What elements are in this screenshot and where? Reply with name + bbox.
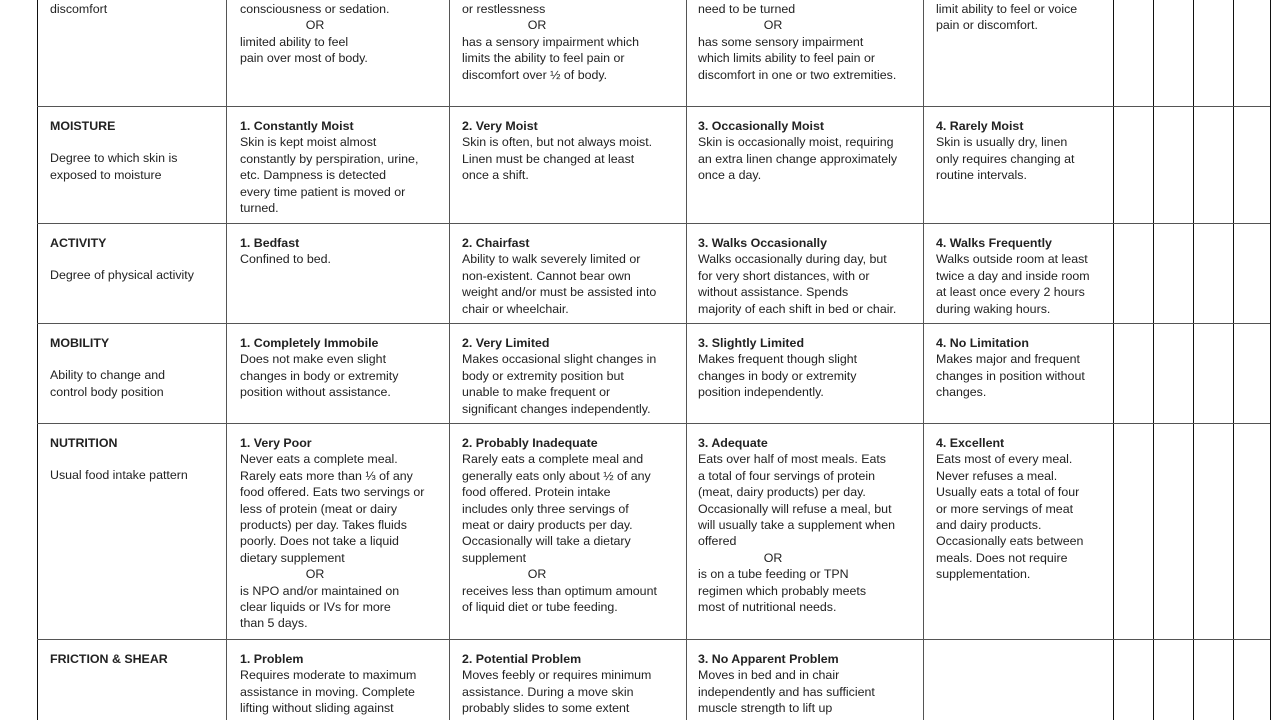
score-text-line: Moves feebly or requires minimum (462, 668, 652, 683)
score-title: 2. Very Moist (462, 119, 538, 133)
description-line: exposed to moisture (50, 167, 162, 182)
score-cell-friction-3 (698, 651, 875, 717)
score-title: 1. Very Poor (240, 436, 312, 450)
score-text-line: Eats over half of most meals. Eats (698, 452, 887, 467)
score-title: 3. Adequate (698, 436, 768, 450)
score-text-line: at least once every 2 hours (936, 285, 1085, 300)
score-text-line: probably slides to some extent (462, 701, 630, 716)
category-description (50, 150, 177, 183)
score-text-line: Walks occasionally during day, but (698, 252, 887, 267)
score-text-line: which limits ability to feel pain or (698, 51, 875, 66)
score-text-line: routine intervals. (936, 168, 1027, 183)
score-text-line: once a day. (698, 168, 762, 183)
score-text-line: Usually eats a total of four (936, 485, 1080, 500)
score-text-line: changes. (936, 385, 987, 400)
score-text-line: changes in position without (936, 368, 1085, 383)
score-text-line: products) per day. Takes fluids (240, 518, 407, 533)
table-border-left (37, 0, 38, 720)
score-text-line: supplementation. (936, 567, 1031, 582)
category-cell-friction (50, 651, 168, 683)
score-text-line: Never refuses a meal. (936, 468, 1058, 483)
score-title: 2. Chairfast (462, 236, 530, 250)
category-description (50, 1, 107, 17)
score-text-line: etc. Dampness is detected (240, 168, 387, 183)
score-text-line: non-existent. Cannot bear own (462, 268, 631, 283)
score-title: 2. Potential Problem (462, 652, 582, 666)
score-text-line: unable to make frequent or (462, 385, 611, 400)
category-cell-activity (50, 235, 194, 284)
category-title: FRICTION & SHEAR (50, 652, 168, 666)
score-cell-mobility-4 (936, 335, 1085, 401)
score-cell-activity-3 (698, 235, 896, 317)
column-divider (686, 0, 687, 720)
score-text-line: Rarely eats a complete meal and (462, 452, 644, 467)
score-text-line: Skin is usually dry, linen (936, 135, 1068, 150)
score-text-line: assistance in moving. Complete (240, 684, 415, 699)
score-text-line: and dairy products. (936, 518, 1042, 533)
category-description (50, 367, 165, 400)
score-text-line: limit ability to feel or voice (936, 2, 1078, 16)
score-cell-mobility-3 (698, 335, 857, 401)
score-text-line: than 5 days. (240, 616, 308, 631)
description-line: Ability to change and (50, 368, 166, 383)
score-text-line: (meat, dairy products) per day. (698, 485, 866, 500)
score-column-divider (1113, 0, 1114, 720)
score-text-line: once a shift. (462, 168, 529, 183)
score-text-line: has a sensory impairment which (462, 34, 639, 49)
row-divider (37, 106, 1270, 107)
score-text-line: changes in body or extremity (698, 368, 857, 383)
score-text-line: turned. (240, 201, 279, 216)
score-cell-nutrition-1 (240, 435, 424, 632)
description-line: Degree of physical activity (50, 268, 194, 283)
score-text-line: position independently. (698, 385, 824, 400)
score-text-line: Eats most of every meal. (936, 452, 1073, 467)
score-cell-activity-4 (936, 235, 1090, 317)
score-text-line: Occasionally will take a dietary (462, 534, 631, 549)
or-separator: OR (527, 18, 547, 33)
score-text-line: Skin is often, but not always moist. (462, 135, 653, 150)
score-text-line: Skin is kept moist almost (240, 135, 377, 150)
category-description (50, 267, 194, 283)
score-text-line: has some sensory impairment (698, 34, 864, 49)
score-title: 4. Walks Frequently (936, 236, 1052, 250)
category-cell-nutrition (50, 435, 188, 484)
or-separator: OR (527, 567, 547, 582)
score-text-line: or restlessness (462, 2, 546, 16)
score-text-line: Makes major and frequent (936, 352, 1080, 367)
category-description (50, 467, 188, 483)
row-divider (37, 323, 1270, 324)
score-text-line: Skin is occasionally moist, requiring (698, 135, 894, 150)
score-text-line: need to be turned (698, 2, 796, 16)
score-cell-mobility-2 (462, 335, 656, 417)
or-separator: OR (305, 567, 325, 582)
score-text-line: or more servings of meat (936, 501, 1074, 516)
score-text-line: chair or wheelchair. (462, 301, 569, 316)
score-column-divider (1193, 0, 1194, 720)
score-text-line: independently and has sufficient (698, 684, 875, 699)
score-title: 1. Completely Immobile (240, 336, 379, 350)
score-text-line: dietary supplement (240, 550, 345, 565)
score-title: 4. Rarely Moist (936, 119, 1024, 133)
score-text-line: supplement (462, 550, 527, 565)
score-text-line: discomfort over ½ of body. (462, 67, 608, 82)
score-title: 1. Constantly Moist (240, 119, 354, 133)
score-text-line: weight and/or must be assisted into (462, 285, 657, 300)
score-text-line: Never eats a complete meal. (240, 452, 398, 467)
column-divider (226, 0, 227, 720)
category-cell-sensory (50, 1, 107, 17)
category-cell-mobility (50, 335, 165, 400)
score-text-line: Occasionally eats between (936, 534, 1084, 549)
score-text-line: Does not make even slight (240, 352, 387, 367)
score-text-line: Occasionally will refuse a meal, but (698, 501, 892, 516)
or-separator: OR (763, 18, 783, 33)
score-text-line: body or extremity position but (462, 368, 624, 383)
score-cell-nutrition-4 (936, 435, 1083, 583)
score-text-line: pain or discomfort. (936, 18, 1038, 33)
score-text-line: pain over most of body. (240, 51, 368, 66)
score-text-line: offered (698, 534, 737, 549)
row-divider (37, 223, 1270, 224)
score-text-line: regimen which probably meets (698, 583, 867, 598)
score-text-line: significant changes independently. (462, 401, 651, 416)
score-text-line: a total of four servings of protein (698, 468, 876, 483)
score-text-line: Requires moderate to maximum (240, 668, 417, 683)
score-text-line: clear liquids or IVs for more (240, 600, 391, 615)
score-text-line: less of protein (meat or dairy (240, 501, 398, 516)
score-text-line: during waking hours. (936, 301, 1051, 316)
score-column-divider (1153, 0, 1154, 720)
score-text-line: food offered. Protein intake (462, 485, 611, 500)
score-title: 2. Very Limited (462, 336, 550, 350)
category-title: MOISTURE (50, 119, 116, 133)
description-line: Degree to which skin is (50, 151, 178, 166)
score-cell-nutrition-3 (698, 435, 895, 615)
score-cell-friction-2 (462, 651, 651, 717)
score-text-line: Moves in bed and in chair (698, 668, 840, 683)
score-text-line: is NPO and/or maintained on (240, 583, 400, 598)
score-text-line: is on a tube feeding or TPN (698, 567, 849, 582)
score-cell-moisture-2 (462, 118, 652, 184)
score-cell-nutrition-2 (462, 435, 657, 615)
category-title: MOBILITY (50, 336, 110, 350)
score-text-line: an extra linen change approximately (698, 151, 898, 166)
score-title: 3. Occasionally Moist (698, 119, 825, 133)
score-cell-activity-1 (240, 235, 331, 268)
score-text-line: majority of each shift in bed or chair. (698, 301, 897, 316)
score-text-line: receives less than optimum amount (462, 583, 657, 598)
score-text-line: most of nutritional needs. (698, 600, 837, 615)
score-text-line: changes in body or extremity (240, 368, 399, 383)
score-cell-sensory-1 (240, 1, 390, 67)
score-text-line: discomfort in one or two extremities. (698, 67, 897, 82)
column-divider (449, 0, 450, 720)
score-text-line: lifting without sliding against (240, 701, 394, 716)
table-border-right (1270, 0, 1271, 720)
description-line: Usual food intake pattern (50, 468, 188, 483)
score-text-line: limited ability to feel (240, 34, 349, 49)
score-title: 3. Slightly Limited (698, 336, 805, 350)
or-separator: OR (763, 550, 783, 565)
description-line: discomfort (50, 2, 108, 16)
score-text-line: Confined to bed. (240, 252, 331, 267)
score-cell-mobility-1 (240, 335, 398, 401)
score-column-divider (1233, 0, 1234, 720)
score-cell-moisture-1 (240, 118, 418, 216)
score-title: 3. No Apparent Problem (698, 652, 839, 666)
score-text-line: consciousness or sedation. (240, 2, 390, 16)
score-cell-sensory-3 (698, 1, 896, 83)
category-title: ACTIVITY (50, 236, 107, 250)
score-text-line: Linen must be changed at least (462, 151, 635, 166)
score-cell-friction-1 (240, 651, 416, 717)
score-text-line: every time patient is moved or (240, 184, 406, 199)
score-text-line: twice a day and inside room (936, 268, 1090, 283)
score-text-line: Makes occasional slight changes in (462, 352, 657, 367)
category-title: NUTRITION (50, 436, 118, 450)
score-cell-activity-2 (462, 235, 656, 317)
score-cell-moisture-4 (936, 118, 1074, 184)
score-text-line: generally eats only about ½ of any (462, 468, 651, 483)
score-cell-sensory-4 (936, 1, 1077, 34)
score-text-line: assistance. During a move skin (462, 684, 634, 699)
score-text-line: only requires changing at (936, 151, 1075, 166)
score-text-line: Ability to walk severely limited or (462, 252, 641, 267)
score-title: 3. Walks Occasionally (698, 236, 828, 250)
score-text-line: includes only three servings of (462, 501, 629, 516)
row-divider (37, 423, 1270, 424)
score-text-line: meals. Does not require (936, 550, 1068, 565)
score-cell-sensory-2 (462, 1, 639, 83)
score-text-line: Walks outside room at least (936, 252, 1088, 267)
score-text-line: Makes frequent though slight (698, 352, 858, 367)
score-text-line: position without assistance. (240, 385, 391, 400)
score-title: 1. Bedfast (240, 236, 300, 250)
score-text-line: food offered. Eats two servings or (240, 485, 425, 500)
score-text-line: muscle strength to lift up (698, 701, 833, 716)
score-title: 4. No Limitation (936, 336, 1029, 350)
score-title: 4. Excellent (936, 436, 1005, 450)
score-cell-moisture-3 (698, 118, 897, 184)
score-text-line: of liquid diet or tube feeding. (462, 600, 618, 615)
category-cell-moisture (50, 118, 177, 183)
or-separator: OR (305, 18, 325, 33)
score-text-line: without assistance. Spends (698, 285, 849, 300)
row-divider (37, 639, 1270, 640)
column-divider (923, 0, 924, 720)
score-text-line: for very short distances, with or (698, 268, 870, 283)
score-title: 1. Problem (240, 652, 304, 666)
score-text-line: Rarely eats more than ⅓ of any (240, 468, 413, 483)
description-line: control body position (50, 384, 164, 399)
score-text-line: poorly. Does not take a liquid (240, 534, 399, 549)
score-text-line: constantly by perspiration, urine, (240, 151, 419, 166)
score-text-line: meat or dairy products per day. (462, 518, 633, 533)
score-text-line: limits the ability to feel pain or (462, 51, 625, 66)
score-text-line: will usually take a supplement when (698, 518, 895, 533)
score-title: 2. Probably Inadequate (462, 436, 598, 450)
